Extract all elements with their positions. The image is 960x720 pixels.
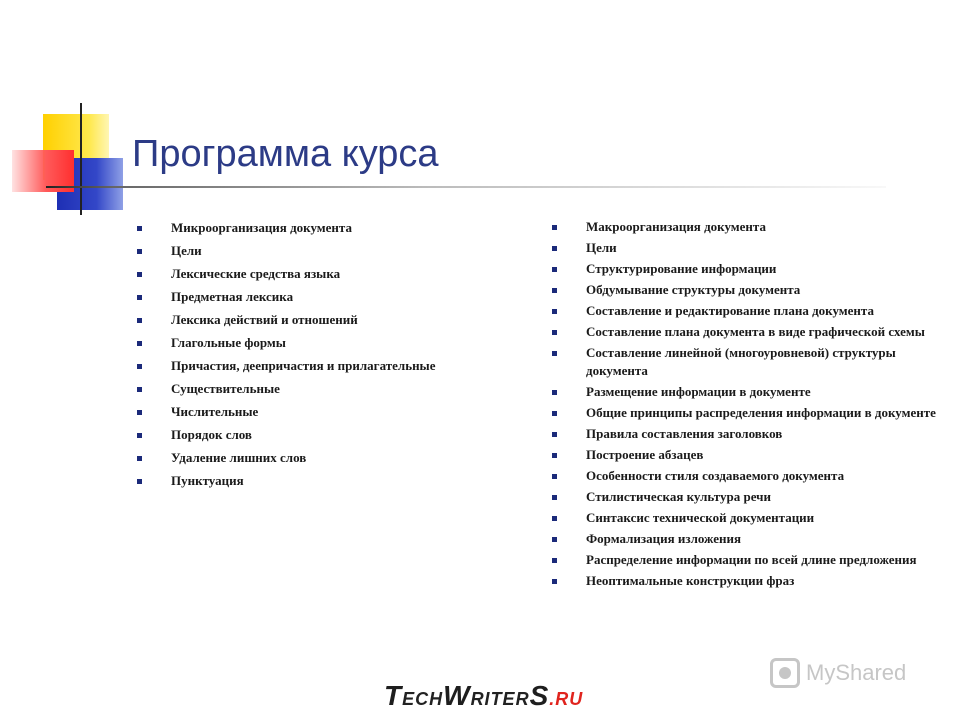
square-bullet-icon <box>137 364 142 369</box>
list-item <box>134 334 534 352</box>
right-topic-list <box>549 218 939 593</box>
list-item <box>134 288 534 306</box>
list-item-text: Макроорганизация документа <box>586 219 766 234</box>
square-bullet-icon <box>552 330 557 335</box>
list-item-text: Стилистическая культура речи <box>586 489 771 504</box>
square-bullet-icon <box>552 225 557 230</box>
square-bullet-icon <box>137 387 142 392</box>
list-item-text: Распределение информации по всей длине предложения <box>586 552 917 567</box>
list-item <box>549 467 939 485</box>
square-bullet-icon <box>552 537 557 542</box>
square-bullet-icon <box>552 474 557 479</box>
square-bullet-icon <box>552 453 557 458</box>
title-underline <box>46 186 886 188</box>
list-item-text: Формализация изложения <box>586 531 742 546</box>
square-bullet-icon <box>137 295 142 300</box>
list-item-text: Размещение информации в документе <box>586 384 811 399</box>
list-item <box>134 265 534 283</box>
list-item-text: Пунктуация <box>171 473 244 488</box>
list-item <box>549 425 939 443</box>
list-item-text: Лексические средства языка <box>171 266 341 281</box>
square-bullet-icon <box>552 267 557 272</box>
list-item-text: Лексика действий и отношений <box>171 312 358 327</box>
list-item <box>549 302 939 320</box>
square-bullet-icon <box>552 351 557 356</box>
list-item-text: Цели <box>586 240 617 255</box>
list-item-text: Глагольные формы <box>171 335 286 350</box>
list-item <box>549 446 939 464</box>
list-item-text: Составление плана документа в виде графической схемы <box>586 324 925 339</box>
square-bullet-icon <box>552 579 557 584</box>
list-item-text: Цели <box>171 243 202 258</box>
list-item <box>549 239 939 257</box>
square-bullet-icon <box>137 479 142 484</box>
list-item <box>134 472 534 490</box>
list-item-text: Причастия, деепричастия и прилагательные <box>171 358 436 373</box>
list-item <box>134 449 534 467</box>
presentation-icon <box>770 658 800 688</box>
list-item <box>549 488 939 506</box>
list-item <box>549 509 939 527</box>
list-item <box>134 219 534 237</box>
list-item <box>134 242 534 260</box>
decor-vertical-line <box>80 103 82 215</box>
square-bullet-icon <box>137 433 142 438</box>
list-item <box>549 530 939 548</box>
list-item-text: Синтаксис технической документации <box>586 510 815 525</box>
square-bullet-icon <box>137 341 142 346</box>
square-bullet-icon <box>137 318 142 323</box>
list-item <box>549 218 939 236</box>
left-topic-list <box>134 219 534 495</box>
list-item <box>134 311 534 329</box>
square-bullet-icon <box>552 309 557 314</box>
square-bullet-icon <box>137 249 142 254</box>
list-item-text: Особенности стиля создаваемого документа <box>586 468 845 483</box>
list-item-text: Правила составления заголовков <box>586 426 783 441</box>
list-item <box>549 323 939 341</box>
square-bullet-icon <box>552 558 557 563</box>
list-item <box>549 572 939 590</box>
list-item <box>134 426 534 444</box>
list-item-text: Предметная лексика <box>171 289 294 304</box>
list-item <box>549 260 939 278</box>
techwriters-logo: TECHWRITERS.RU <box>384 680 584 711</box>
list-item-text: Обдумывание структуры документа <box>586 282 801 297</box>
square-bullet-icon <box>137 456 142 461</box>
square-bullet-icon <box>552 390 557 395</box>
list-item-text: Составление линейной (многоуровневой) структуры документа <box>586 345 896 378</box>
list-item <box>549 551 939 569</box>
square-bullet-icon <box>137 410 142 415</box>
list-item <box>549 281 939 299</box>
slide-title: Программа курса <box>132 133 439 175</box>
list-item-text: Составление и редактирование плана документа <box>586 303 874 318</box>
watermark-text: MyShared <box>806 660 907 685</box>
list-item-text: Микроорганизация документа <box>171 220 352 235</box>
list-item <box>134 380 534 398</box>
list-item <box>134 357 534 375</box>
square-bullet-icon <box>137 226 142 231</box>
list-item-text: Удаление лишних слов <box>171 450 307 465</box>
list-item-text: Порядок слов <box>171 427 252 442</box>
square-bullet-icon <box>552 411 557 416</box>
list-item <box>549 344 939 380</box>
square-bullet-icon <box>552 516 557 521</box>
list-item-text: Общие принципы распределения информации в документе <box>586 405 936 420</box>
list-item-text: Построение абзацев <box>586 447 704 462</box>
list-item-text: Существительные <box>171 381 280 396</box>
list-item-text: Числительные <box>171 404 259 419</box>
square-bullet-icon <box>137 272 142 277</box>
square-bullet-icon <box>552 288 557 293</box>
list-item <box>549 404 939 422</box>
list-item <box>134 403 534 421</box>
list-item-text: Структурирование информации <box>586 261 777 276</box>
square-bullet-icon <box>552 432 557 437</box>
list-item <box>549 383 939 401</box>
myshared-watermark <box>770 658 906 688</box>
square-bullet-icon <box>552 495 557 500</box>
list-item-text: Неоптимальные конструкции фраз <box>586 573 795 588</box>
square-bullet-icon <box>552 246 557 251</box>
